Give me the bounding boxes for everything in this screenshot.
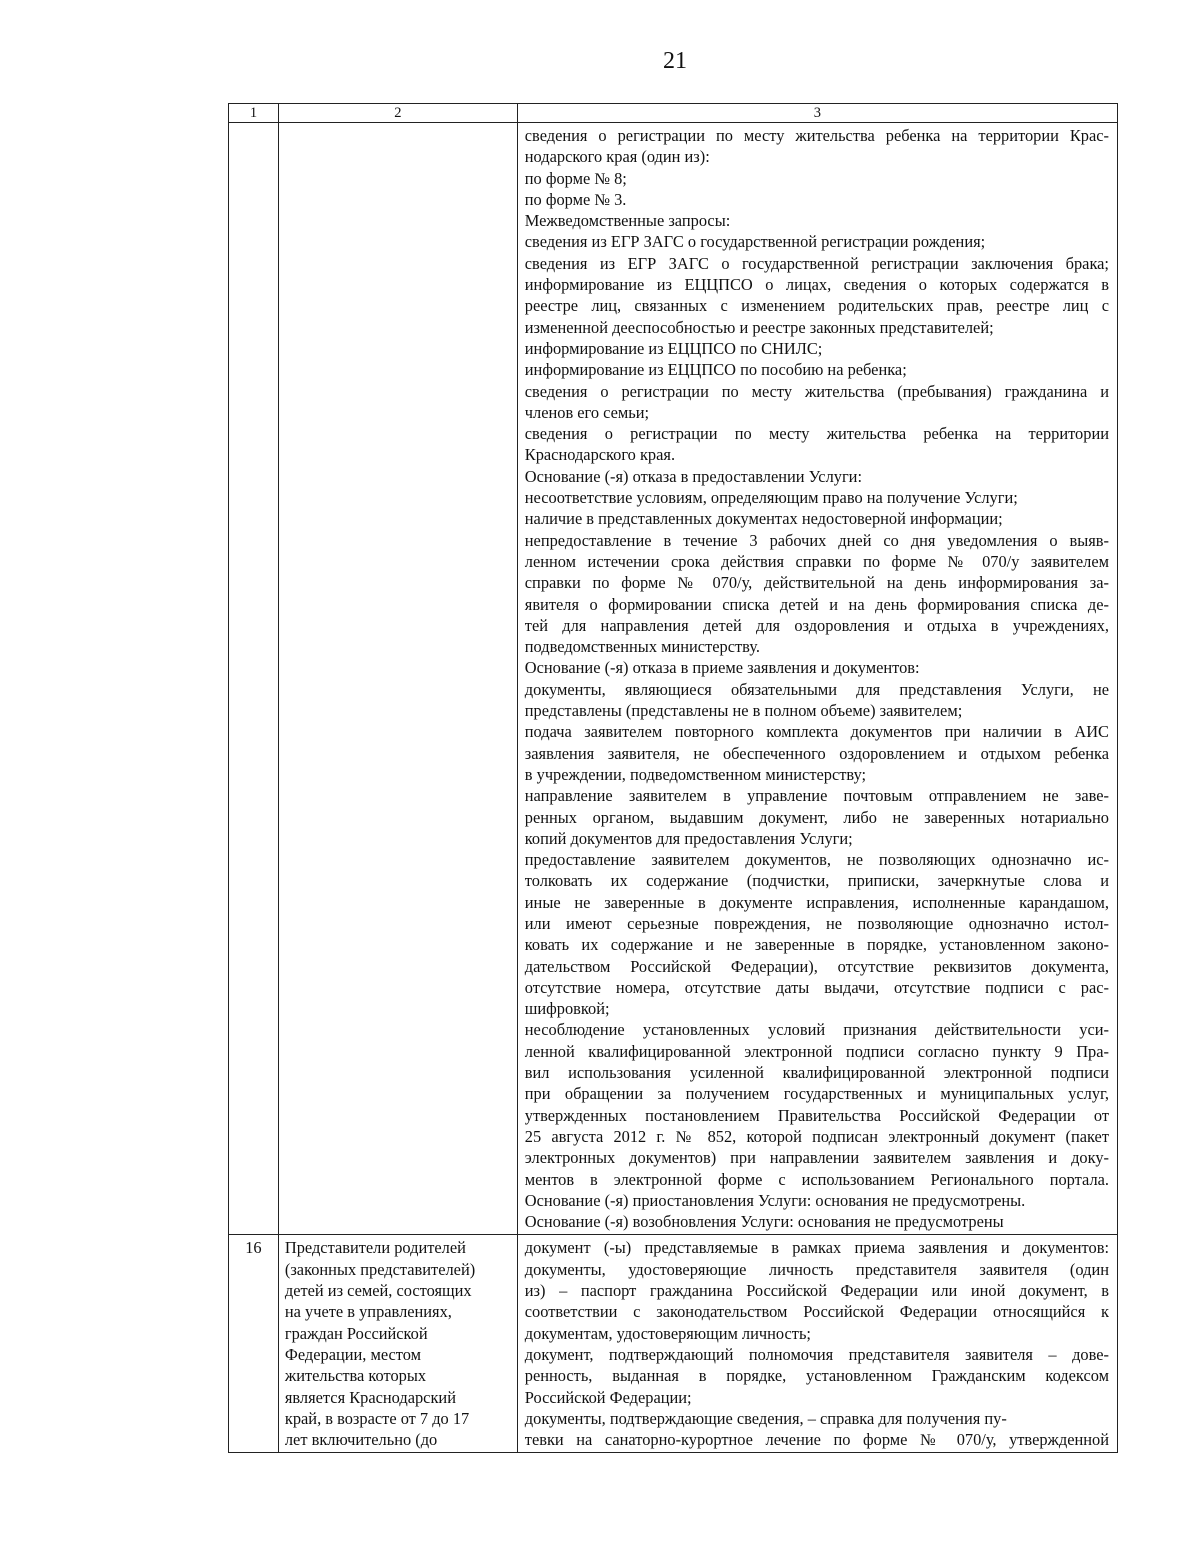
text-line: документы, подтверждающие сведения, – справка для получения пу- xyxy=(524,1408,1007,1428)
text-line: Межведомственные запросы: xyxy=(524,211,731,231)
text-line: ментов в электронной форме с использованием Регионального портала. xyxy=(524,1169,1109,1189)
text-line: сведения о регистрации по месту жительства ребенка на территории Крас- xyxy=(524,126,1109,145)
table-header-row xyxy=(229,104,1118,123)
text-line: ленной квалифицированной электронной подписи согласно пункту 9 Пра- xyxy=(524,1041,1109,1061)
text-line: или имеют серьезные повреждения, не позволяющие однозначно истол- xyxy=(524,913,1109,933)
text-line: Российской Федерации; xyxy=(524,1387,692,1407)
row-16-details-cell xyxy=(517,1235,1117,1453)
text-line: сведения из ЕГР ЗАГС о государственной регистрации рождения; xyxy=(524,232,986,252)
text-line: направление заявителем в управление почтовым отправлением не заве- xyxy=(524,786,1109,806)
text-line: 25 августа 2012 г. № 852, которой подписан электронный документ (пакет xyxy=(524,1126,1109,1146)
text-line: отсутствие номера, отсутствие даты выдачи, отсутствие подписи с рас- xyxy=(524,977,1109,997)
table-row-continued xyxy=(229,123,1118,1235)
text-line: информирование из ЕЦЦПСО о лицах, сведения о которых содержатся в xyxy=(524,275,1109,295)
row-16-number: 16 xyxy=(229,1235,279,1453)
text-line: тей для направления детей для оздоровления и отдыха в учреждениях, xyxy=(524,615,1109,635)
header-col-1: 1 xyxy=(229,104,279,123)
text-line: копий документов для предоставления Услуги; xyxy=(524,828,853,848)
text-line: по форме № 8; xyxy=(524,168,627,188)
row-cont-details-cell xyxy=(517,123,1117,1235)
text-line: документы, удостоверяющие личность представителя заявителя (один xyxy=(524,1259,1109,1279)
text-line: Основание (-я) отказа в приеме заявления и документов: xyxy=(524,658,920,678)
text-line: детей из семей, состоящих xyxy=(284,1281,472,1301)
text-line: (законных представителей) xyxy=(284,1259,476,1279)
text-line: граждан Российской xyxy=(284,1323,428,1343)
text-line: сведения из ЕГР ЗАГС о государственной регистрации заключения брака; xyxy=(524,253,1109,273)
text-line: несоблюдение установленных условий признания действительности уси- xyxy=(524,1020,1109,1040)
row-16-category-text xyxy=(285,1237,513,1450)
text-line: при обращении за получением государственных и муниципальных услуг, xyxy=(524,1084,1109,1104)
text-line: дательством Российской Федерации), отсутствие реквизитов документа, xyxy=(524,956,1109,976)
row-cont-number-cell xyxy=(229,123,279,1235)
text-line: подача заявителем повторного комплекта документов при наличии в АИС xyxy=(524,722,1109,742)
text-line: утвержденных постановлением Правительства Российской Федерации от xyxy=(524,1105,1109,1125)
text-line: толковать их содержание (подчистки, приписки, зачеркнутые слова и xyxy=(524,871,1109,891)
text-line: сведения о регистрации по месту жительства ребенка на территории xyxy=(524,424,1109,444)
services-table xyxy=(228,103,1118,1453)
header-col-3: 3 xyxy=(517,104,1117,123)
text-line: шифровкой; xyxy=(524,999,610,1019)
text-line: документ (-ы) представляемые в рамках приема заявления и документов: xyxy=(524,1238,1109,1258)
text-line: Основание (-я) приостановления Услуги: основания не предусмотрены. xyxy=(524,1190,1026,1210)
row-cont-category-cell xyxy=(278,123,517,1235)
text-line: ренность, выданная в порядке, установленном Гражданским кодексом xyxy=(524,1366,1109,1386)
text-line: Краснодарского края. xyxy=(524,445,676,465)
header-col-2: 2 xyxy=(278,104,517,123)
row-cont-details-text xyxy=(525,125,1109,1232)
text-line: вил использования усиленной квалифицированной электронной подписи xyxy=(524,1063,1109,1083)
text-line: иные не заверенные в документе исправления, исполненные карандашом, xyxy=(524,892,1109,912)
text-line: ренных органом, выдавшим документ, либо не заверенных нотариально xyxy=(524,807,1109,827)
text-line: соответствии с законодательством Российской Федерации относящийся к xyxy=(524,1302,1109,1322)
text-line: Основание (-я) отказа в предоставлении Услуги: xyxy=(524,466,863,486)
page-number: 21 xyxy=(663,48,687,74)
text-line: информирование из ЕЦЦПСО по пособию на ребенка; xyxy=(524,360,907,380)
text-line: ковать их содержание и не заверенные в порядке, установленном законо- xyxy=(524,935,1109,955)
text-line: из) – паспорт гражданина Российской Федерации или иной документ, в xyxy=(524,1281,1109,1301)
text-line: жительства которых xyxy=(284,1366,427,1386)
row-16-details-text xyxy=(525,1237,1109,1450)
text-line: документ, подтверждающий полномочия представителя заявителя – дове- xyxy=(524,1344,1109,1364)
text-line: наличие в представленных документах недостоверной информации; xyxy=(524,509,1003,529)
text-line: членов его семьи; xyxy=(524,402,650,422)
table-row-16 xyxy=(229,1235,1118,1453)
text-line: подведомственных министерству. xyxy=(524,637,760,657)
text-line: край, в возрасте от 7 до 17 xyxy=(284,1408,470,1428)
text-line: Федерации, местом xyxy=(284,1344,422,1364)
text-line: информирование из ЕЦЦПСО по СНИЛС; xyxy=(524,338,823,358)
text-line: по форме № 3. xyxy=(524,189,627,209)
row-16-category-cell xyxy=(278,1235,517,1453)
text-line: является Краснодарский xyxy=(284,1387,456,1407)
text-line: документы, являющиеся обязательными для представления Услуги, не xyxy=(524,679,1109,699)
text-line: справки по форме № 070/у, действительной на день информирования за- xyxy=(524,573,1109,593)
text-line: предоставление заявителем документов, не позволяющих однозначно ис- xyxy=(524,850,1109,870)
text-line: несоответствие условиям, определяющим право на получение Услуги; xyxy=(524,488,1018,508)
text-line: представлены (представлены не в полном объеме) заявителем; xyxy=(524,701,963,721)
text-line: в учреждении, подведомственном министерству; xyxy=(524,764,867,784)
text-line: заявления заявителя, не обеспеченного оздоровлением и отдыхом ребенка xyxy=(524,743,1109,763)
text-line: документам, удостоверяющим личность; xyxy=(524,1323,811,1343)
text-line: тевки на санаторно-курортное лечение по форме № 070/у, утвержденной xyxy=(524,1430,1109,1450)
text-line: ленном истечении срока действия справки по форме № 070/у заявителем xyxy=(524,551,1109,571)
text-line: электронных документов) при направлении заявителем заявления и доку- xyxy=(524,1148,1109,1168)
text-line: Основание (-я) возобновления Услуги: основания не предусмотрены xyxy=(524,1212,1004,1232)
text-line: явителя о формировании списка детей и на день формирования списка де- xyxy=(524,594,1109,614)
text-line: Представители родителей xyxy=(284,1238,466,1258)
text-line: реестре лиц, связанных с изменением родительских прав, реестре лиц с xyxy=(524,296,1109,316)
text-line: измененной дееспособностью и реестре законных представителей; xyxy=(524,317,994,337)
text-line: сведения о регистрации по месту жительства (пребывания) гражданина и xyxy=(524,381,1109,401)
text-line: лет включительно (до xyxy=(284,1430,438,1450)
text-line: на учете в управлениях, xyxy=(284,1302,452,1322)
text-line: нодарского края (один из): xyxy=(524,147,710,167)
text-line: непредоставление в течение 3 рабочих дней со дня уведомления о выяв- xyxy=(524,530,1109,550)
